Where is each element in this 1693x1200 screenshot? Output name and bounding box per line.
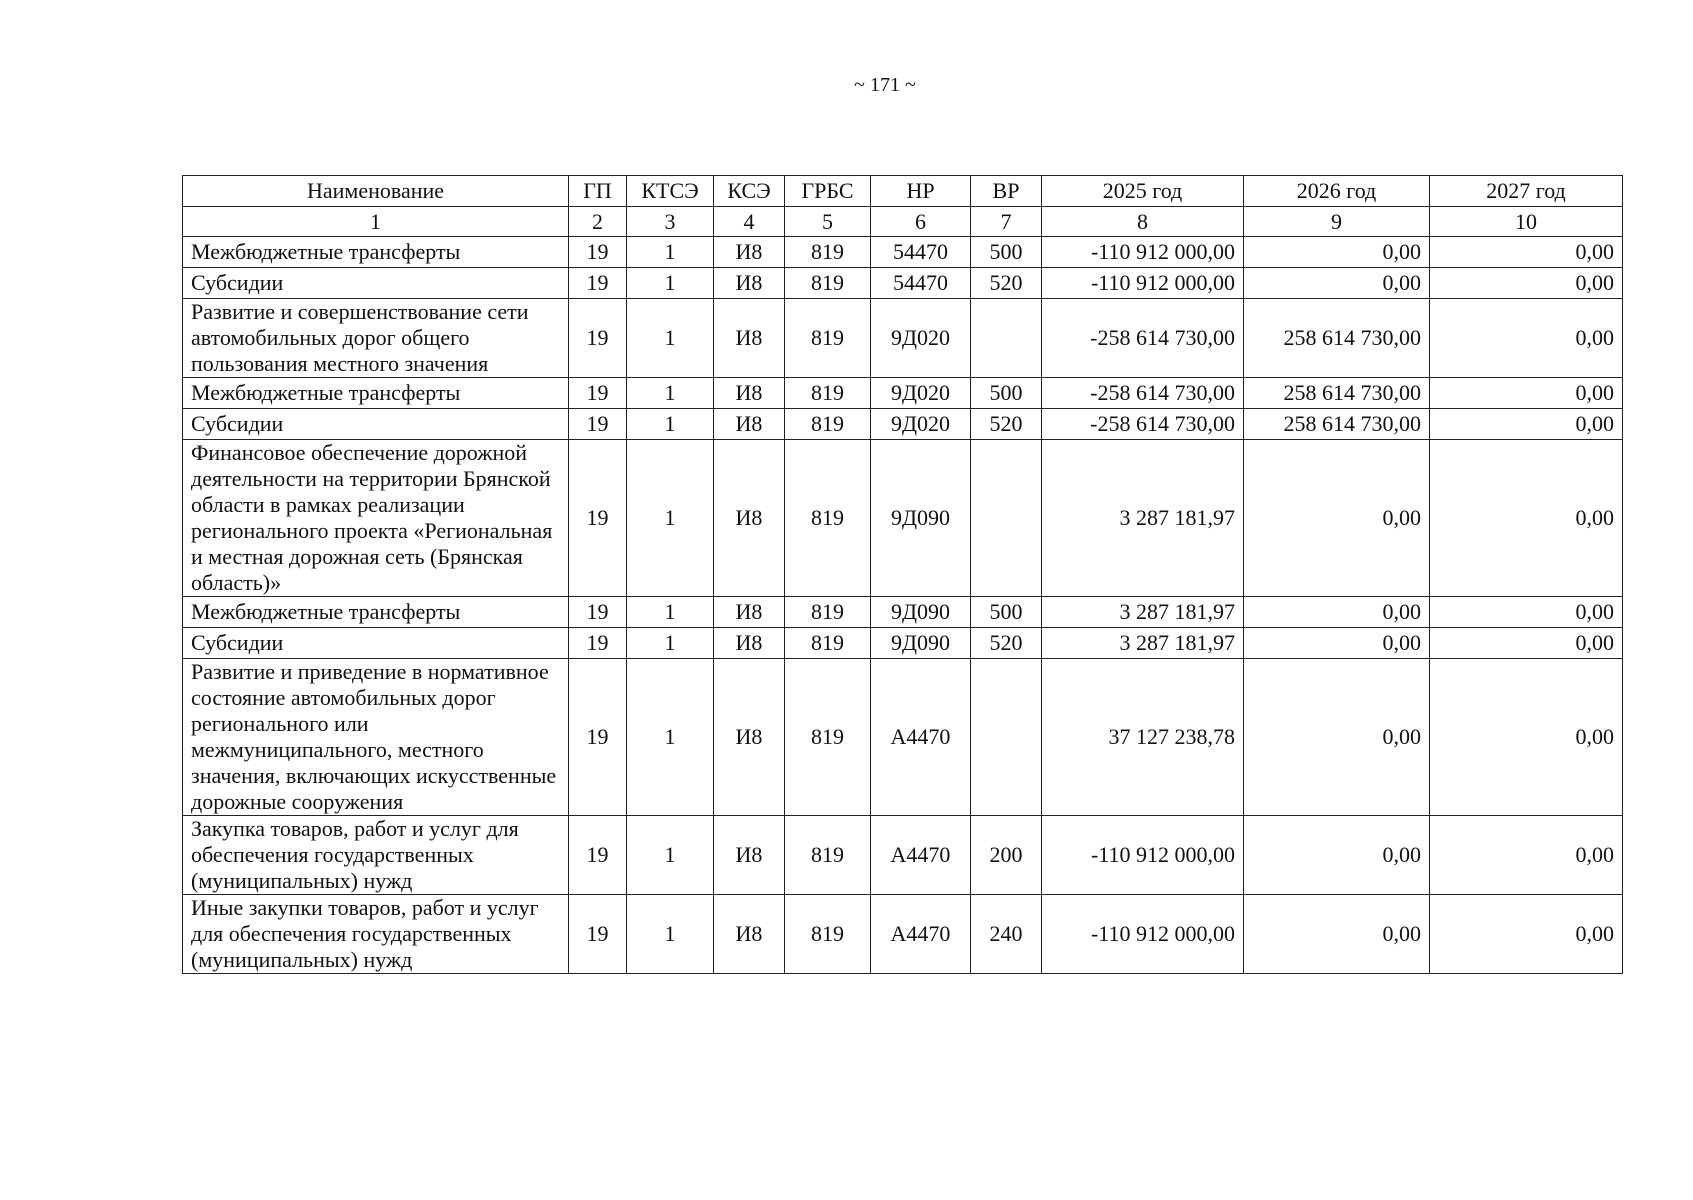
cell-kse: И8 [714,299,785,378]
cell-name: Субсидии [183,409,569,440]
header-2026: 2026 год [1244,176,1430,207]
cell-2025: 3 287 181,97 [1042,597,1244,628]
column-number: 4 [714,207,785,237]
header-name: Наименование [183,176,569,207]
cell-nr: 54470 [871,237,971,268]
cell-ktse: 1 [627,895,714,974]
cell-2026: 0,00 [1244,895,1430,974]
cell-nr: А4470 [871,895,971,974]
cell-2025: -110 912 000,00 [1042,268,1244,299]
cell-2027: 0,00 [1430,237,1623,268]
column-number: 1 [183,207,569,237]
cell-2027: 0,00 [1430,299,1623,378]
header-vr: ВР [971,176,1042,207]
header-nr: НР [871,176,971,207]
header-row [183,176,1623,207]
cell-nr: 9Д020 [871,378,971,409]
cell-grbs: 819 [785,409,871,440]
cell-grbs: 819 [785,628,871,659]
cell-ktse: 1 [627,440,714,597]
page-number: ~ 171 ~ [854,74,916,96]
cell-2027: 0,00 [1430,597,1623,628]
cell-gp: 19 [569,659,627,816]
table-row [183,299,1623,378]
cell-gp: 19 [569,378,627,409]
table-row [183,597,1623,628]
cell-nr: 54470 [871,268,971,299]
cell-2026: 0,00 [1244,597,1430,628]
cell-2027: 0,00 [1430,268,1623,299]
cell-name: Развитие и приведение в нормативное состояние автомобильных дорог регионального или межмуниципального, местного значения, включающих искусственные дорожные сооружения [183,659,569,816]
cell-kse: И8 [714,268,785,299]
cell-2025: -110 912 000,00 [1042,237,1244,268]
cell-ktse: 1 [627,659,714,816]
header-2025: 2025 год [1042,176,1244,207]
cell-2025: -110 912 000,00 [1042,816,1244,895]
cell-kse: И8 [714,440,785,597]
cell-2025: 3 287 181,97 [1042,628,1244,659]
cell-ktse: 1 [627,299,714,378]
column-number: 8 [1042,207,1244,237]
cell-vr: 200 [971,816,1042,895]
cell-nr: 9Д020 [871,409,971,440]
cell-2025: -258 614 730,00 [1042,299,1244,378]
cell-vr [971,659,1042,816]
cell-grbs: 819 [785,816,871,895]
column-number: 7 [971,207,1042,237]
cell-gp: 19 [569,628,627,659]
column-number-row [183,207,1623,237]
cell-vr: 240 [971,895,1042,974]
column-number: 3 [627,207,714,237]
column-number: 10 [1430,207,1623,237]
cell-nr: 9Д090 [871,628,971,659]
budget-table [182,175,1623,974]
header-kse: КСЭ [714,176,785,207]
cell-grbs: 819 [785,237,871,268]
cell-2027: 0,00 [1430,816,1623,895]
cell-kse: И8 [714,895,785,974]
cell-gp: 19 [569,409,627,440]
cell-ktse: 1 [627,268,714,299]
column-number: 6 [871,207,971,237]
column-number: 9 [1244,207,1430,237]
cell-grbs: 819 [785,895,871,974]
cell-name: Развитие и совершенствование сети автомобильных дорог общего пользования местного значения [183,299,569,378]
cell-2025: 37 127 238,78 [1042,659,1244,816]
cell-nr: 9Д090 [871,440,971,597]
cell-gp: 19 [569,299,627,378]
cell-ktse: 1 [627,409,714,440]
cell-nr: А4470 [871,816,971,895]
cell-name: Межбюджетные трансферты [183,597,569,628]
cell-2027: 0,00 [1430,659,1623,816]
cell-grbs: 819 [785,268,871,299]
cell-nr: 9Д090 [871,597,971,628]
cell-gp: 19 [569,895,627,974]
table-row [183,816,1623,895]
header-2027: 2027 год [1430,176,1623,207]
cell-2025: -110 912 000,00 [1042,895,1244,974]
table-row [183,659,1623,816]
cell-vr: 500 [971,597,1042,628]
cell-kse: И8 [714,237,785,268]
cell-kse: И8 [714,409,785,440]
cell-ktse: 1 [627,628,714,659]
cell-2026: 0,00 [1244,268,1430,299]
cell-kse: И8 [714,816,785,895]
cell-name: Субсидии [183,628,569,659]
cell-grbs: 819 [785,659,871,816]
cell-grbs: 819 [785,440,871,597]
cell-nr: 9Д020 [871,299,971,378]
cell-2026: 0,00 [1244,440,1430,597]
table-row [183,628,1623,659]
cell-kse: И8 [714,659,785,816]
cell-name: Субсидии [183,268,569,299]
table-row [183,237,1623,268]
cell-name: Иные закупки товаров, работ и услуг для обеспечения государственных (муниципальных) нужд [183,895,569,974]
cell-ktse: 1 [627,378,714,409]
cell-gp: 19 [569,237,627,268]
column-number: 2 [569,207,627,237]
cell-2026: 0,00 [1244,816,1430,895]
cell-2026: 258 614 730,00 [1244,378,1430,409]
cell-2027: 0,00 [1430,378,1623,409]
cell-2025: -258 614 730,00 [1042,378,1244,409]
cell-2026: 0,00 [1244,628,1430,659]
column-number: 5 [785,207,871,237]
cell-2025: 3 287 181,97 [1042,440,1244,597]
cell-name: Финансовое обеспечение дорожной деятельности на территории Брянской области в рамках реализации регионального проекта «Региональная и местная дорожная сеть (Брянская область)» [183,440,569,597]
cell-gp: 19 [569,816,627,895]
cell-gp: 19 [569,597,627,628]
table-row [183,409,1623,440]
cell-grbs: 819 [785,597,871,628]
cell-grbs: 819 [785,299,871,378]
cell-vr: 520 [971,409,1042,440]
header-gp: ГП [569,176,627,207]
cell-vr: 500 [971,378,1042,409]
cell-vr: 500 [971,237,1042,268]
cell-gp: 19 [569,440,627,597]
header-ktse: КТСЭ [627,176,714,207]
cell-ktse: 1 [627,597,714,628]
cell-ktse: 1 [627,816,714,895]
table-row [183,440,1623,597]
cell-2026: 258 614 730,00 [1244,409,1430,440]
cell-vr [971,440,1042,597]
cell-vr: 520 [971,628,1042,659]
table-row [183,895,1623,974]
cell-2026: 0,00 [1244,237,1430,268]
cell-kse: И8 [714,378,785,409]
cell-2027: 0,00 [1430,409,1623,440]
cell-vr [971,299,1042,378]
table-row [183,378,1623,409]
cell-gp: 19 [569,268,627,299]
cell-name: Межбюджетные трансферты [183,378,569,409]
cell-grbs: 819 [785,378,871,409]
cell-2027: 0,00 [1430,440,1623,597]
cell-ktse: 1 [627,237,714,268]
cell-kse: И8 [714,597,785,628]
cell-2026: 258 614 730,00 [1244,299,1430,378]
cell-2025: -258 614 730,00 [1042,409,1244,440]
cell-2026: 0,00 [1244,659,1430,816]
cell-2027: 0,00 [1430,895,1623,974]
cell-nr: А4470 [871,659,971,816]
header-grbs: ГРБС [785,176,871,207]
cell-vr: 520 [971,268,1042,299]
cell-name: Закупка товаров, работ и услуг для обеспечения государственных (муниципальных) нужд [183,816,569,895]
table-row [183,268,1623,299]
cell-kse: И8 [714,628,785,659]
cell-2027: 0,00 [1430,628,1623,659]
cell-name: Межбюджетные трансферты [183,237,569,268]
